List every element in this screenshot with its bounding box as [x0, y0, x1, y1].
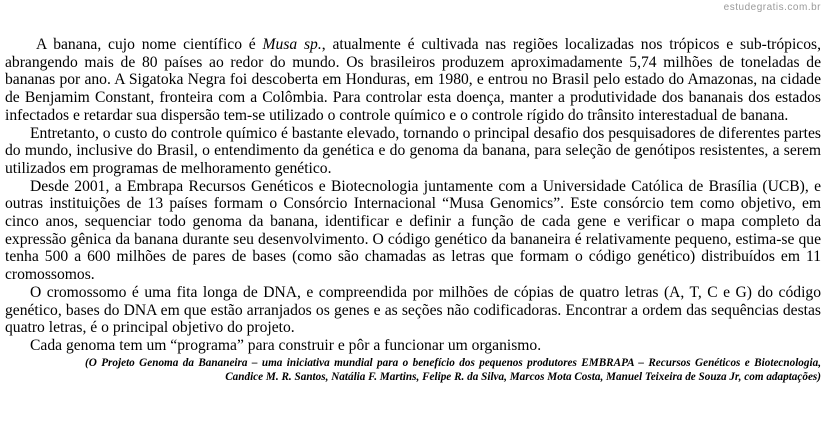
paragraph-2: Entretanto, o custo do controle químico é bastante elevado, tornando o principal desafio dos pesquisadores de diferentes partes do mundo, inclusive do Brasil, o entendimento da genética e do genoma da banana, para seleção de genótipos resistentes, a serem utilizados em programas de melhoramento genético. — [5, 124, 821, 177]
article-text — [5, 36, 821, 385]
paragraph-4: O cromossomo é uma fita longa de DNA, e compreendida por milhões de cópias de quatro letras (A, T, C e G) do código genético, bases do DNA em que estão arranjados os genes e as seções não codificadoras. Encontrar a ordem das sequências destas quatro letras, é o principal objetivo do projeto. — [5, 283, 821, 337]
paragraph-3: Desde 2001, a Embrapa Recursos Genéticos e Biotecnologia juntamente com a Universidade Católica de Brasília (UCB), e outras instituições de 13 países formam o Consórcio Internacional “Musa Genomics”. Este consórcio tem como objetivo, em cinco anos, sequenciar todo genoma da banana, identificar e definir a função de cada gene e verificar o mapa completo da expressão gênica da banana durante seu desenvolvimento. O código genético da bananeira é relativamente pequeno, estima-se que tenha 500 a 600 milhões de pares de bases (como são chamadas as letras que formam o código genético) distribuídos em 11 cromossomos. — [5, 177, 821, 284]
scientific-name: Musa sp. — [262, 36, 322, 53]
paragraph-1 — [5, 36, 821, 125]
paragraph-1-rest: , atualmente é cultivada nas regiões localizadas nos trópicos e sub-trópicos, abrangendo mais de 80 países ao redor do mundo. Os brasileiros produzem aproximadamente 5,74 milhões de toneladas de bananas por ano. A Sigatoka Negra foi descoberta em Honduras, em 1980, e entrou no Brasil pelo estado do Amazonas, na cidade de Benjamim Constant, fronteira com a Colômbia. Para controlar esta doença, manter a produtividade dos bananais dos estados infectados e retardar sua dispersão tem-se utilizado o controle químico e o controle rígido do trânsito interestadual de banana. — [5, 36, 821, 124]
paragraph-5: Cada genoma tem um “programa” para construir e pôr a funcionar um organismo. — [30, 336, 542, 354]
site-watermark: estudegratis.com.br — [723, 2, 821, 13]
paragraph-1-start: A banana, cujo nome científico é — [36, 36, 263, 53]
source-citation: (O Projeto Genoma da Bananeira – uma iniciativa mundial para o benefício dos pequenos produtores EMBRAPA – Recursos Genéticos e Biotecnologia, Candice M. R. Santos, Natália F. Martins, Felipe R. da Silva, Marcos Mota Costa, Manuel Teixeira de Souza Jr, com adaptações) — [85, 356, 821, 384]
